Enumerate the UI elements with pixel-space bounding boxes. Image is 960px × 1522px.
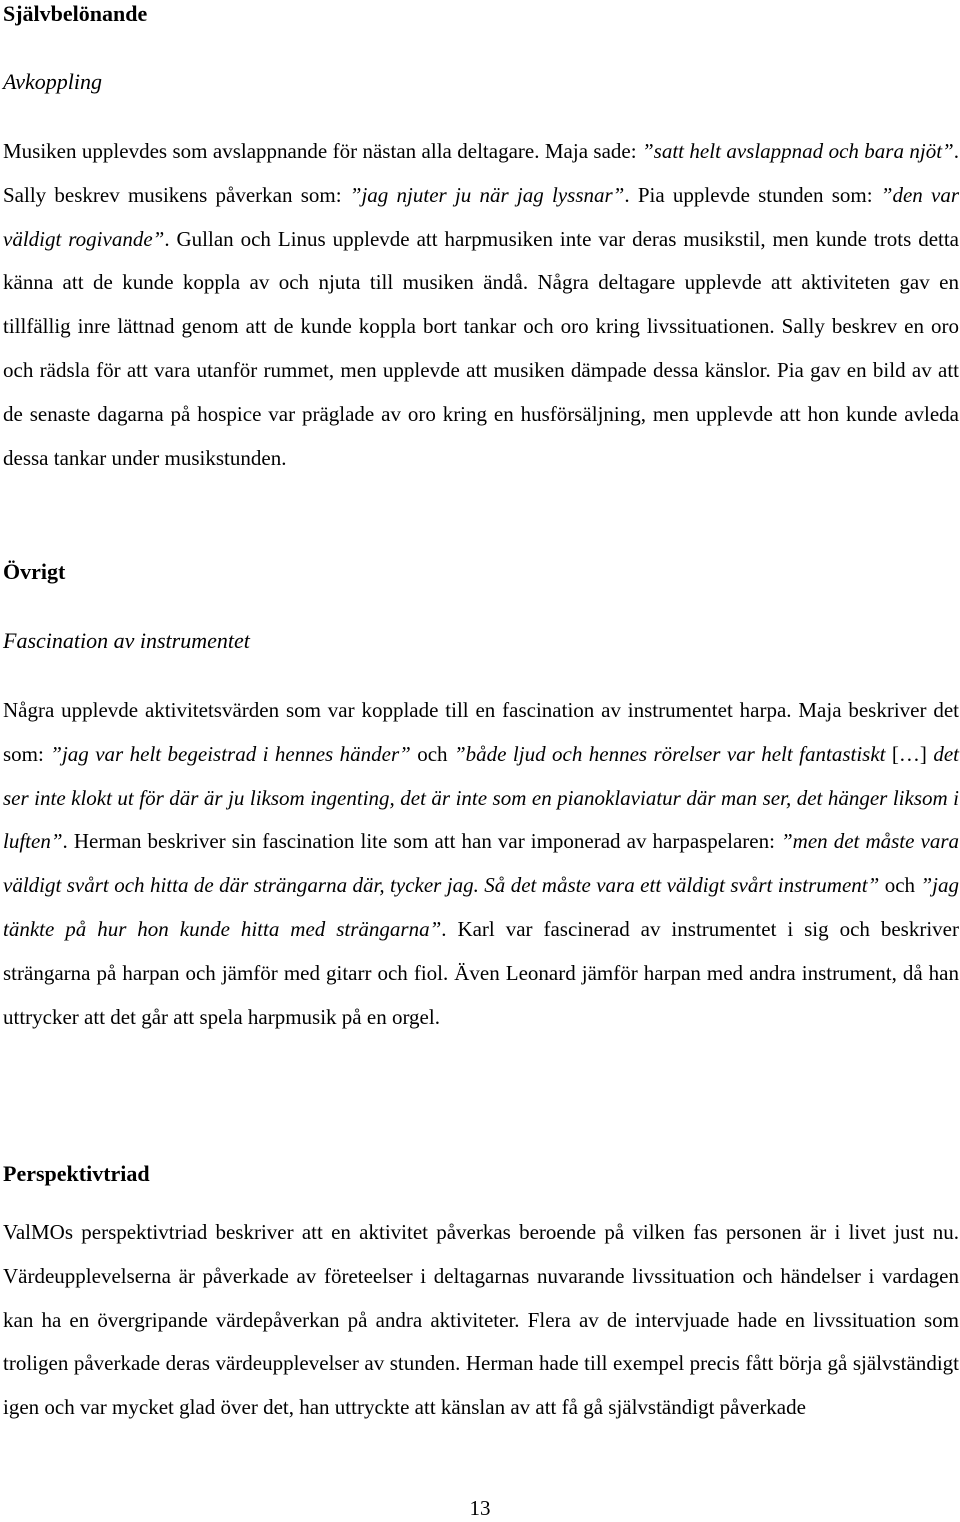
text-run: och xyxy=(410,741,454,766)
text-run: och xyxy=(879,873,921,898)
text-run: Musiken upplevdes som avslappnande för nästan alla deltagare. Maja sade: xyxy=(3,139,642,163)
quote-run: ”både ljud och hennes rörelser var helt fantastiskt xyxy=(454,741,886,766)
text-run: . Gullan och Linus upplevde att harpmusiken inte var deras musikstil, men kunde trots detta känna att de kunde koppla av och njuta till musiken ändå. Några deltagare upplevde att aktiviteten gav en tillfällig inre lättnad genom att de kunde koppla bort tankar och oro kring livssituationen. Sally beskrev en oro och rädsla för att vara utanför rummet, men upplevde att musiken dämpade dessa känslor. Pia gav en bild av att de senaste dagarna på hospice var präglade av oro kring en husförsäljning, men upplevde att hon kunde avleda dessa tankar under musikstunden. xyxy=(3,226,959,470)
text-run: Några upplevde aktivitetsvärden som var kopplade till en fascination av instrumentet harpa. Maja beskriver det som: xyxy=(3,698,959,766)
quote-run: det ser inte klokt ut för där är ju liksom ingenting, det är inte som en pianoklaviatur där man ser, det hänger liksom i luften” xyxy=(3,741,959,854)
page-number: 13 xyxy=(469,1496,491,1520)
quote-run: ”jag njuter ju när jag lyssnar” xyxy=(349,182,625,207)
paragraph-avkoppling xyxy=(3,130,959,480)
section-heading-perspektivtriad: Perspektivtriad xyxy=(3,1161,150,1186)
subheading-fascination: Fascination av instrumentet xyxy=(3,628,250,653)
paragraph-fascination xyxy=(3,689,959,1039)
text-run: . Karl var fascinerad av instrumentet i sig och beskriver strängarna på harpan och jämför med gitarr och fiol. Även Leonard jämför harpan med andra instrument, då han uttrycker att det går att spela harpmusik på en orgel. xyxy=(3,916,959,1029)
section-heading-sjalvbelonande: Självbelönande xyxy=(3,1,148,26)
text-run: . Herman beskriver sin fascination lite som att han var imponerad av harpaspelaren: xyxy=(62,829,781,854)
quote-run: ”satt helt avslappnad och bara njöt” xyxy=(642,139,954,163)
quote-run: ”jag tänkte på hur hon kunde hitta med strängarna” xyxy=(3,873,959,941)
text-run: . Sally beskrev musikens påverkan som: xyxy=(3,139,959,207)
text-run: […] xyxy=(885,741,934,766)
text-run: ValMOs perspektivtriad beskriver att en aktivitet påverkas beroende på vilken fas personen är i livet just nu. Värdeupplevelserna är påverkade av företeelser i deltagarnas nuvarande livssituation och händelser i vardagen kan ha en övergripande värdepåverkan på andra aktiviteter. Flera av de intervjuade hade en livssituation som troligen påverkade deras värdeupplevelser av stunden. Herman hade till exempel precis fått börja gå självständigt igen och var mycket glad över det, han uttryckte att känslan av att få gå självständigt påverkade xyxy=(3,1220,959,1420)
text-run: . Pia upplevde stunden som: xyxy=(624,182,881,207)
quote-run: ”jag var helt begeistrad i hennes händer” xyxy=(50,741,411,766)
section-heading-ovrigt: Övrigt xyxy=(3,559,66,584)
paragraph-perspektivtriad xyxy=(3,1211,959,1430)
quote-run: ”den var väldigt rogivande” xyxy=(3,182,960,251)
quote-run: ”men det måste vara väldigt svårt och hitta de där strängarna där, tycker jag. Så det måste vara ett väldigt svårt instrument” xyxy=(3,829,959,898)
subheading-avkoppling: Avkoppling xyxy=(3,69,102,94)
